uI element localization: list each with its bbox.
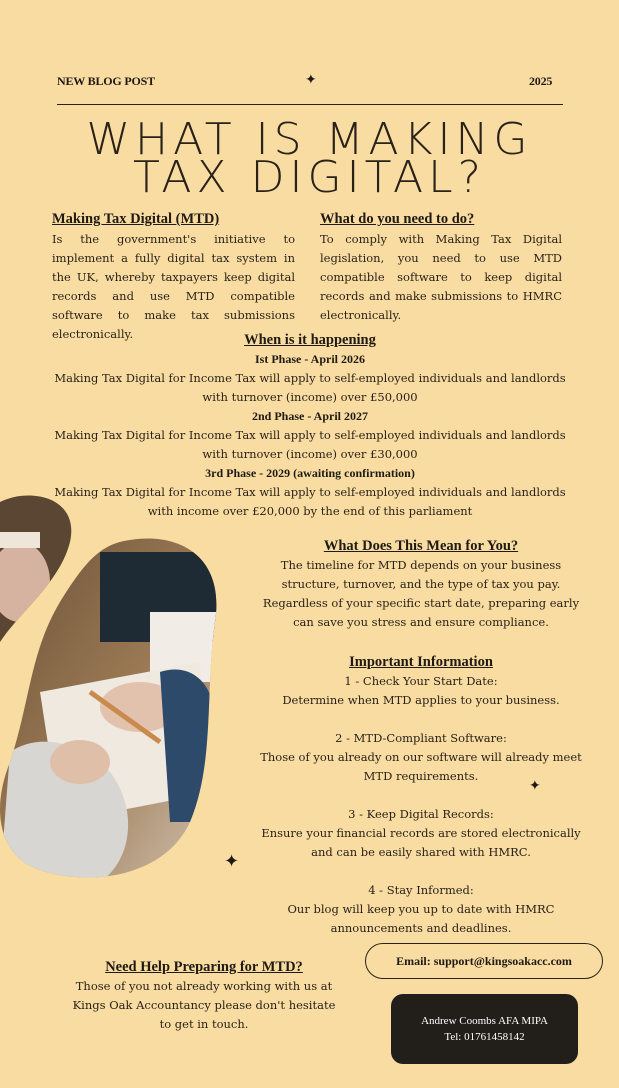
page-title [0, 114, 619, 203]
need-body: To comply with Making Tax Digital legislation, you need to use MTD compatible software to keep digital records and make submissions to HMRC electronically. [320, 232, 562, 322]
important-item-title: 3 - Keep Digital Records: [348, 807, 494, 821]
header-year: 2025 [529, 74, 553, 88]
mtd-body: Is the government's initiative to implement a fully digital tax system in the UK, whereby taxpayers keep digital records and use MTD compatible software to make tax submissions electronically. [52, 232, 295, 341]
phase-label: 3rd Phase - 2029 (awaiting confirmation) [205, 466, 415, 480]
important-section [250, 652, 592, 938]
header-label: NEW BLOG POST [57, 74, 155, 88]
header-divider [57, 104, 563, 105]
sparkle-icon: ✦ [305, 72, 317, 88]
important-item-text: Determine when MTD applies to your business. [282, 693, 560, 707]
sparkle-icon: ✦ [529, 778, 541, 794]
need-section [320, 211, 562, 325]
need-heading: What do you need to do? [320, 211, 475, 227]
important-item-title: 1 - Check Your Start Date: [344, 674, 498, 688]
page-title-line-1: WHAT IS MAKING [86, 114, 533, 165]
important-item-text: Our blog will keep you up to date with HMRC announcements and deadlines. [287, 902, 555, 935]
important-item-title: 4 - Stay Informed: [368, 883, 474, 897]
contact-name: Andrew Coombs AFA MIPA [421, 1015, 548, 1027]
email-link[interactable]: Email: support@kingsoakacc.com [365, 943, 603, 979]
important-item-title: 2 - MTD-Compliant Software: [335, 731, 507, 745]
mtd-heading: Making Tax Digital (MTD) [52, 211, 220, 227]
contact-phone[interactable]: Tel: 01761458142 [444, 1031, 525, 1043]
phase-text: Making Tax Digital for Income Tax will apply to self-employed individuals and landlords with turnover (income) over £30,000 [54, 428, 566, 461]
office-photo [0, 492, 240, 884]
help-body: Those of you not already working with us at Kings Oak Accountancy please don't hesitate to get in touch. [72, 979, 336, 1031]
important-item-text: Those of you already on our software will already meet MTD requirements. [260, 750, 582, 783]
phase-label: 2nd Phase - April 2027 [251, 409, 368, 423]
phase-text: Making Tax Digital for Income Tax will apply to self-employed individuals and landlords with turnover (income) over £50,000 [54, 371, 566, 404]
phase-text: Making Tax Digital for Income Tax will apply to self-employed individuals and landlords with income over £20,000 by the end of this parliament [54, 485, 566, 518]
sparkle-icon: ✦ [224, 851, 240, 872]
help-section [70, 957, 338, 1034]
phase-label: Ist Phase - April 2026 [254, 352, 365, 366]
when-heading: When is it happening [244, 332, 376, 348]
contact-card [391, 994, 578, 1064]
important-item-text: Ensure your financial records are stored electronically and can be easily shared with HMRC. [261, 826, 581, 859]
mean-paragraph: The timeline for MTD depends on your business structure, turnover, and the type of tax you pay. [280, 558, 562, 591]
mean-section [250, 536, 592, 632]
help-heading: Need Help Preparing for MTD? [105, 959, 303, 975]
page-title-line-2: TAX DIGITAL? [132, 152, 487, 203]
important-heading: Important Information [349, 654, 493, 670]
mean-heading: What Does This Mean for You? [323, 538, 519, 554]
mean-paragraph: Regardless of your specific start date, preparing early can save you stress and ensure compliance. [262, 596, 580, 629]
mtd-section [52, 211, 295, 344]
